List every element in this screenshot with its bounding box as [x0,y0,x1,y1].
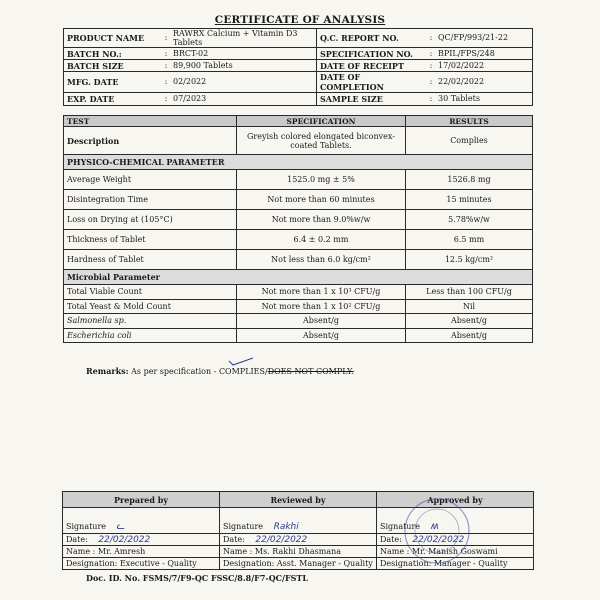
prepared-date-cell: Date: 22/02/2022 [63,534,220,546]
spec-no-value: BPIL/FPS/248 [435,48,533,60]
approved-name: Name : Mr. Manish Goswami [377,546,534,558]
approved-by-header: Approved by [377,492,534,508]
col-results-header: RESULTS [406,116,533,127]
table-row: Total Viable Count Not more than 1 x 10³ CFU/g Less than 100 CFU/g [64,285,533,300]
exp-date-label: EXP. DATE [64,93,163,105]
approved-signature-cell: Signature ʍ [377,508,534,534]
reviewed-signature-cell: Signature Rakhi [220,508,377,534]
date-completion-value: 22/02/2022 [435,72,533,93]
prepared-date: 22/02/2022 [98,534,151,545]
qc-report-value: QC/FP/993/21-22 [435,29,533,48]
reviewed-date-cell: Date: 22/02/2022 [220,534,377,546]
table-row: Thickness of Tablet 6.4 ± 0.2 mm 6.5 mm [64,230,533,250]
batch-size-value: 89,900 Tablets [170,60,317,72]
reviewed-by-header: Reviewed by [220,492,377,508]
col-spec-header: SPECIFICATION [237,116,406,127]
mfg-date-value: 02/2022 [170,72,317,93]
prepared-signature-cell: Signature ᓚ [63,508,220,534]
batch-no-value: BRCT-02 [170,48,317,60]
prepared-signature: ᓚ [116,521,126,532]
remarks-text: As per specification - [131,367,217,376]
approved-signature: ʍ [430,521,439,532]
table-row: Hardness of Tablet Not less than 6.0 kg/cm² 12.5 kg/cm² [64,250,533,270]
batch-size-label: BATCH SIZE [64,60,163,72]
reviewed-designation: Designation: Asst. Manager - Quality [220,558,377,570]
prepared-designation: Designation: Executive - Quality [63,558,220,570]
section-row-physico: PHYSICO-CHEMICAL PARAMETER [64,155,533,170]
table-row: Salmonella sp. Absent/g Absent/g [64,314,533,329]
remarks-struck: DOES NOT COMPLY. [267,367,354,376]
sample-size-value: 30 Tablets [435,93,533,105]
test-results-table [63,115,533,343]
reviewed-date: 22/02/2022 [255,534,308,545]
document-title: CERTIFICATE OF ANALYSIS [214,14,386,26]
table-row: Total Yeast & Mold Count Not more than 1 x 10² CFU/g Nil [64,299,533,314]
product-name-label: PRODUCT NAME [64,29,163,48]
mfg-date-label: MFG. DATE [64,72,163,93]
table-row: Escherichia coli Absent/g Absent/g [64,328,533,343]
reviewed-name: Name : Ms. Rakhi Dhasmana [220,546,377,558]
approved-date: 22/02/2022 [412,534,465,545]
prepared-by-header: Prepared by [63,492,220,508]
remarks-complies: COMPLIES/ [218,367,268,376]
table-row: Description Greyish colored elongated biconvex-coated Tablets. Complies [64,127,533,155]
remarks-label: Remarks: [86,366,129,376]
date-receipt-label: DATE OF RECEIPT [317,60,428,72]
batch-no-label: BATCH NO.: [64,48,163,60]
qc-report-label: Q.C. REPORT NO. [317,29,428,48]
header-info-table: PRODUCT NAME : RAWRX Calcium + Vitamin D3 Tablets Q.C. REPORT NO. : QC/FP/993/21-22 BATCH NO.: : BRCT-02 SPECIFICATION NO. : BPIL/FPS/248 BATCH SIZE : 89,900 Tablets DATE OF RECEIPT : 17/02/2022 MFG. DATE : 02/2022 DATE OF COMPLETION : 22/02/2022 EXP. DATE : 07/2023 SAMPLE SIZE : 30 Tablets [63,28,533,106]
table-row: Disintegration Time Not more than 60 minutes 15 minutes [64,190,533,210]
date-completion-label: DATE OF COMPLETION [317,72,428,93]
reviewed-signature: Rakhi [273,522,299,532]
prepared-name: Name : Mr. Amresh [63,546,220,558]
document-id: Doc. ID. No. FSMS/7/F9-QC FSSC/8.8/F7-QC/FSTL [86,573,308,583]
table-row: Average Weight 1525.0 mg ± 5% 1526.8 mg [64,170,533,190]
approved-designation: Designation: Manager - Quality [377,558,534,570]
sample-size-label: SAMPLE SIZE [317,93,428,105]
spec-no-label: SPECIFICATION NO. [317,48,428,60]
table-row: Loss on Drying at (105°C) Not more than 9.0%w/w 5.78%w/w [64,210,533,230]
date-receipt-value: 17/02/2022 [435,60,533,72]
col-test-header: TEST [64,116,237,127]
approved-date-cell: Date: 22/02/2022 [377,534,534,546]
exp-date-value: 07/2023 [170,93,317,105]
remarks-line [86,366,354,376]
company-stamp-icon [402,496,472,566]
product-name-value: RAWRX Calcium + Vitamin D3 Tablets [170,29,317,48]
section-row-microbial: Microbial Parameter [64,270,533,285]
table-header-row [64,116,533,127]
